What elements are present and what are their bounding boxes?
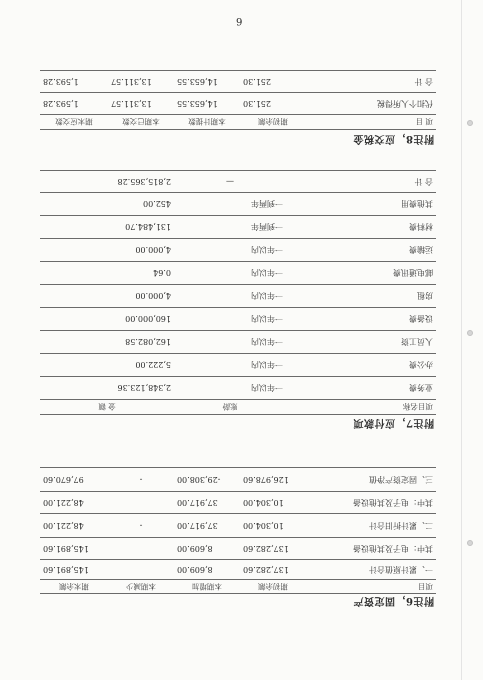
- value-cell: 8,609.00: [174, 560, 240, 580]
- row-label: 二、累计折旧合计: [306, 514, 436, 538]
- table-row: [40, 560, 436, 580]
- aging-cell: —: [174, 171, 286, 193]
- row-label: 设备费: [286, 308, 436, 331]
- header-cell: 项目: [306, 580, 436, 594]
- value-cell: 10,304.00: [240, 492, 306, 514]
- aging-cell: 一年以内: [174, 377, 286, 400]
- header-cell: 项目名称: [286, 400, 436, 415]
- value-cell: 10,304.00: [240, 514, 306, 538]
- value-cell: 126,978.60: [240, 468, 306, 492]
- amount-cell: 162,082.58: [40, 331, 174, 354]
- row-label: 办公费: [286, 354, 436, 377]
- amount-cell: 0.64: [40, 262, 174, 285]
- table-row: [40, 216, 436, 239]
- table-row: [40, 468, 436, 492]
- table-row: [40, 285, 436, 308]
- payables-title: 附注7，应付款项: [353, 417, 434, 428]
- value-cell: -: [108, 468, 174, 492]
- table-header-row: [40, 115, 436, 130]
- row-label: 其中：电子及其他设备: [306, 538, 436, 560]
- header-cell: 期末余额: [40, 580, 108, 594]
- table-total-row: [40, 71, 436, 93]
- amount-cell: 2,348,123.36: [40, 377, 174, 400]
- table-header-row: [40, 580, 436, 594]
- table-row: [40, 354, 436, 377]
- aging-cell: 一到两年: [174, 216, 286, 239]
- value-cell: -: [108, 514, 174, 538]
- header-cell: 项 目: [306, 115, 436, 130]
- header-cell: 期末应交数: [40, 115, 108, 130]
- value-cell: [108, 560, 174, 580]
- table-row: [40, 93, 436, 115]
- page-number: 6: [236, 15, 243, 26]
- row-label: 房租: [286, 285, 436, 308]
- value-cell: 97,670.60: [40, 468, 108, 492]
- row-label: 人员工资: [286, 331, 436, 354]
- aging-cell: 一到两年: [174, 193, 286, 216]
- value-cell: 1,593.28: [40, 71, 108, 93]
- row-label: 其中：电子及其他设备: [306, 492, 436, 514]
- row-label: 一、累计原值合计: [306, 560, 436, 580]
- row-label: 运输费: [286, 239, 436, 262]
- table-row: [40, 262, 436, 285]
- table-row: [40, 331, 436, 354]
- row-label: 合 计: [306, 71, 436, 93]
- row-label: 其他费用: [286, 193, 436, 216]
- header-cell: 期初余额: [240, 580, 306, 594]
- aging-cell: 一年以内: [174, 239, 286, 262]
- table-row: [40, 538, 436, 560]
- fixed-assets-title: 附注6，固定资产: [353, 595, 434, 606]
- table-row: [40, 239, 436, 262]
- header-cell: 本期增加: [174, 580, 240, 594]
- header-cell: 本期已交数: [108, 115, 174, 130]
- header-cell: 期初余额: [240, 115, 306, 130]
- value-cell: [108, 492, 174, 514]
- payables-table: [40, 170, 436, 415]
- row-label: 业务费: [286, 377, 436, 400]
- value-cell: 1,593.28: [40, 93, 108, 115]
- value-cell: 251.30: [240, 71, 306, 93]
- fixed-assets-table: [40, 467, 436, 594]
- taxes-payable-table: [40, 70, 436, 130]
- value-cell: 8,609.00: [174, 538, 240, 560]
- row-label: 邮电通讯费: [286, 262, 436, 285]
- value-cell: 145,891.60: [40, 538, 108, 560]
- value-cell: 37,917.00: [174, 514, 240, 538]
- row-label: 三、固定资产净值: [306, 468, 436, 492]
- amount-cell: 4,000.00: [40, 239, 174, 262]
- value-cell: 48,221.00: [40, 492, 108, 514]
- aging-cell: 一年以内: [174, 308, 286, 331]
- amount-cell: 160,000.00: [40, 308, 174, 331]
- amount-cell: 452.00: [40, 193, 174, 216]
- value-cell: 14,653.55: [174, 93, 240, 115]
- table-row: [40, 308, 436, 331]
- header-cell: 本期减少: [108, 580, 174, 594]
- table-row: [40, 377, 436, 400]
- table-row: [40, 492, 436, 514]
- table-row: [40, 514, 436, 538]
- header-cell: 本期计提数: [174, 115, 240, 130]
- amount-cell: 131,484.70: [40, 216, 174, 239]
- table-row: [40, 193, 436, 216]
- row-label: 材料费: [286, 216, 436, 239]
- value-cell: 251.30: [240, 93, 306, 115]
- amount-cell: 2,815,365.28: [40, 171, 174, 193]
- header-cell: 金 额: [40, 400, 174, 415]
- aging-cell: 一年以内: [174, 331, 286, 354]
- taxes-payable-title: 附注8，应交税金: [353, 133, 434, 144]
- amount-cell: 4,000.00: [40, 285, 174, 308]
- table-header-row: [40, 400, 436, 415]
- row-label: 合 计: [286, 171, 436, 193]
- value-cell: [108, 538, 174, 560]
- value-cell: -29,308.00: [174, 468, 240, 492]
- value-cell: 145,891.60: [40, 560, 108, 580]
- value-cell: 13,311.57: [108, 71, 174, 93]
- amount-cell: 5,222.00: [40, 354, 174, 377]
- aging-cell: 一年以内: [174, 262, 286, 285]
- value-cell: 137,282.60: [240, 538, 306, 560]
- header-cell: 账龄: [174, 400, 286, 415]
- aging-cell: 一年以内: [174, 285, 286, 308]
- row-label: 代扣个人所得税: [306, 93, 436, 115]
- aging-cell: 一年以内: [174, 354, 286, 377]
- value-cell: 14,653.55: [174, 71, 240, 93]
- value-cell: 48,221.00: [40, 514, 108, 538]
- value-cell: 13,311.57: [108, 93, 174, 115]
- table-total-row: [40, 171, 436, 193]
- value-cell: 137,282.60: [240, 560, 306, 580]
- value-cell: 37,917.00: [174, 492, 240, 514]
